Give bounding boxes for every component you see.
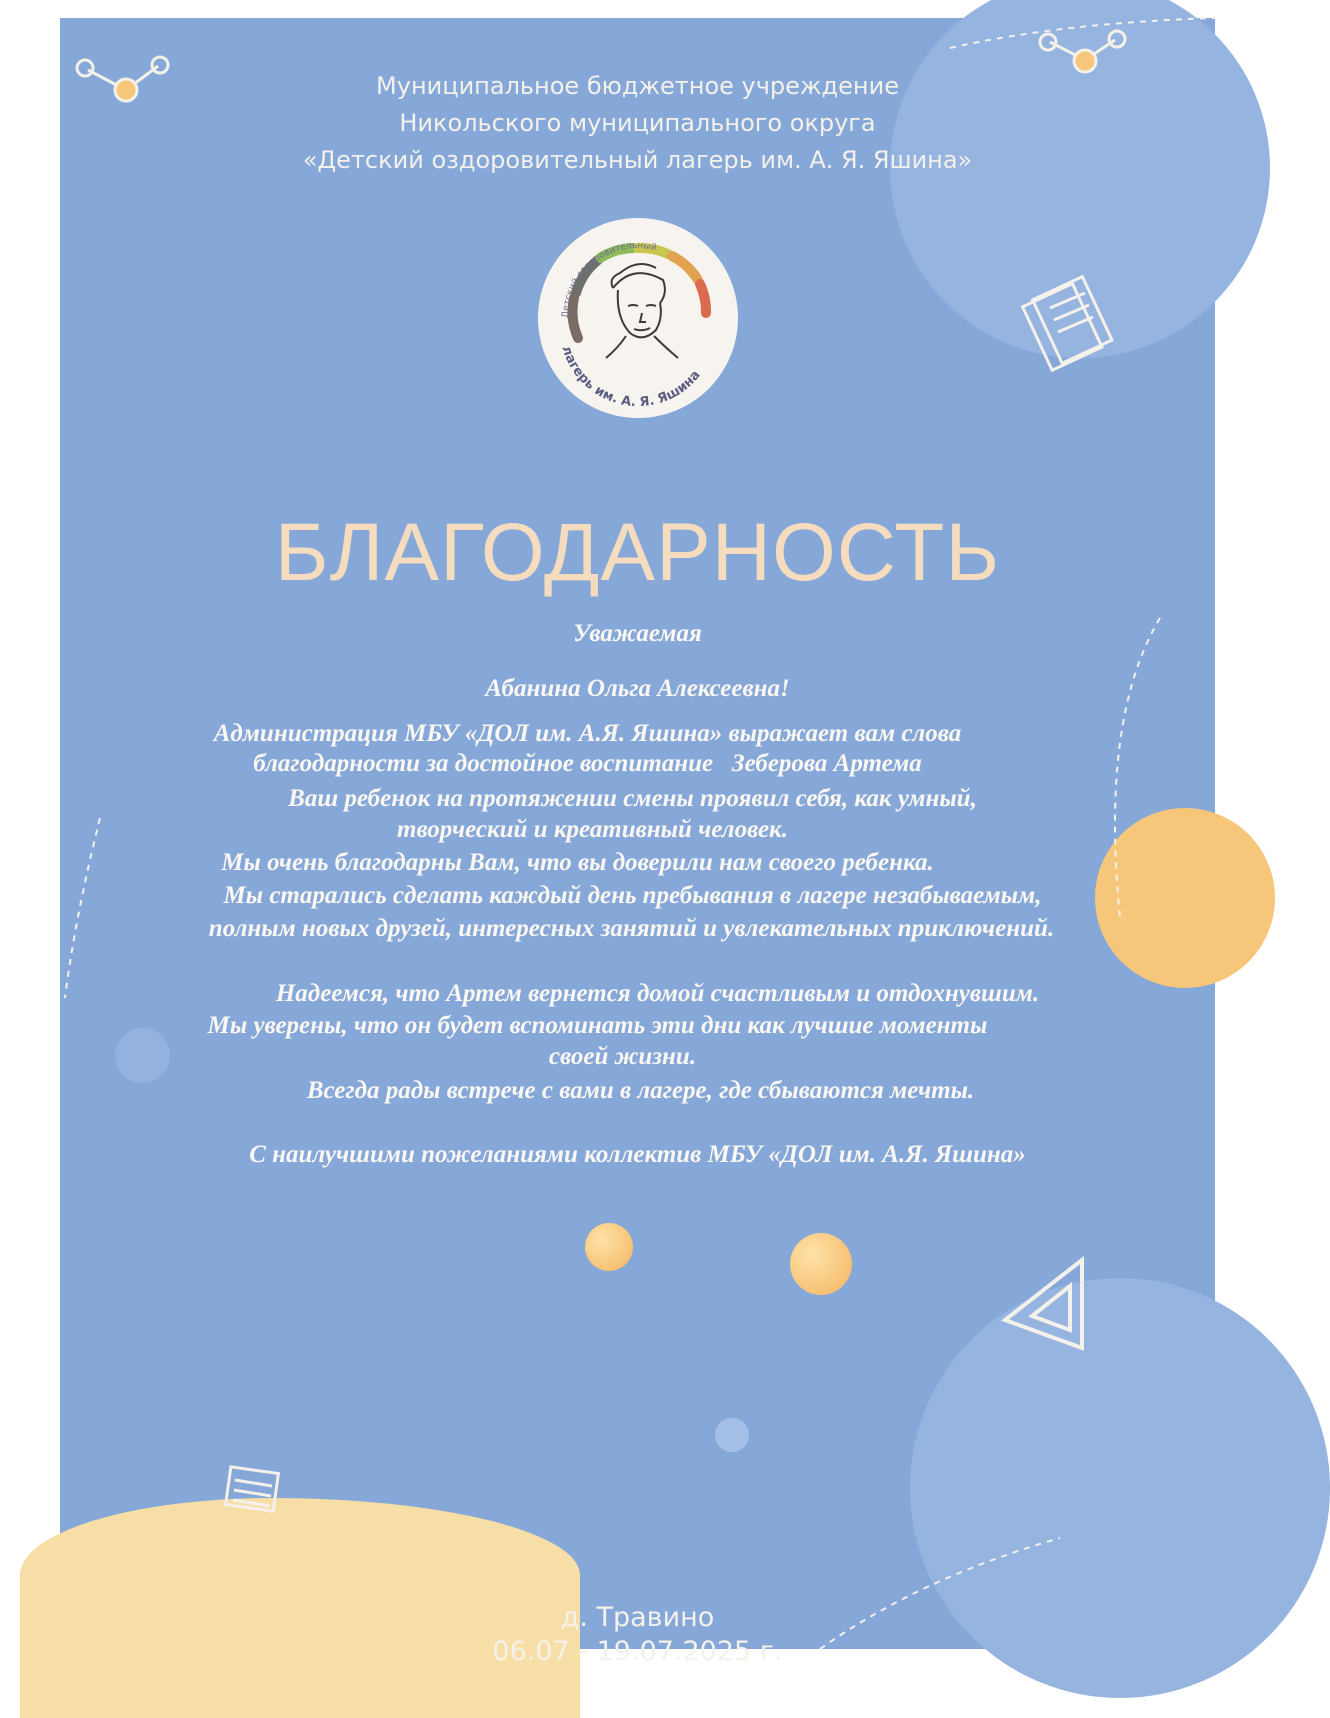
- letter-line: Надеемся, что Артем вернется домой счастливым и отдохнувшим.: [275, 980, 1040, 1007]
- certificate-sheet: [60, 18, 1215, 1667]
- letter-line: своей жизни.: [548, 1043, 697, 1070]
- child-name: Зеберова Артема: [731, 750, 922, 777]
- letter-line-part: благодарности за достойное воспитание: [253, 750, 714, 777]
- logo-ring-top-text: Детский оздоровительный: [560, 240, 658, 319]
- footer-place: д. Травино: [560, 1602, 715, 1633]
- camp-logo: [538, 218, 738, 418]
- letter-line: [10, 750, 1165, 778]
- letter-line: Мы очень благодарны Вам, что вы доверили нам своего ребенка.: [221, 849, 934, 876]
- header-line-1: Муниципальное бюджетное учреждение: [376, 72, 899, 100]
- footer: [60, 1601, 1215, 1669]
- logo-ring-bottom-text: лагерь им. А. Я. Яшина: [558, 343, 704, 411]
- portrait-icon: [606, 264, 678, 358]
- recipient-name: Абанина Ольга Алексеевна!: [485, 675, 790, 702]
- letter-line: Администрация МБУ «ДОЛ им. А.Я. Яшина» выражает вам слова: [213, 720, 962, 747]
- documents-icon: [1023, 277, 1112, 371]
- letter-line: Мы старались сделать каждый день пребывания в лагере незабываемым,: [223, 882, 1042, 909]
- header-line-2: Никольского муниципального округа: [399, 109, 876, 137]
- certificate-title: БЛАГОДАРНОСТЬ: [274, 507, 1001, 598]
- header-line-3: «Детский оздоровительный лагерь им. А. Я. Яшина»: [302, 146, 973, 174]
- closing-line: С наилучшими пожеланиями коллектив МБУ «ДОЛ им. А.Я. Яшина»: [249, 1141, 1026, 1168]
- letter-line: Мы уверены, что он будет вспоминать эти дни как лучшие моменты: [207, 1012, 988, 1039]
- salutation: Уважаемая: [573, 620, 702, 647]
- footer-dates: 06.07 - 19.07.2025 г.: [492, 1636, 783, 1667]
- notebook-icon: [226, 1467, 279, 1511]
- letter-line: полным новых друзей, интересных занятий и увлекательных приключений.: [208, 915, 1055, 942]
- letter-line: творческий и креативный человек.: [397, 816, 788, 843]
- letter-line: Ваш ребенок на протяжении смены проявил себя, как умный,: [288, 785, 977, 812]
- ruler-triangle-icon: [1005, 1260, 1082, 1348]
- molecule-icon: [1040, 31, 1125, 72]
- letter-line: Всегда рады встрече с вами в лагере, где сбываются мечты.: [306, 1077, 975, 1104]
- institution-header: [60, 68, 1215, 179]
